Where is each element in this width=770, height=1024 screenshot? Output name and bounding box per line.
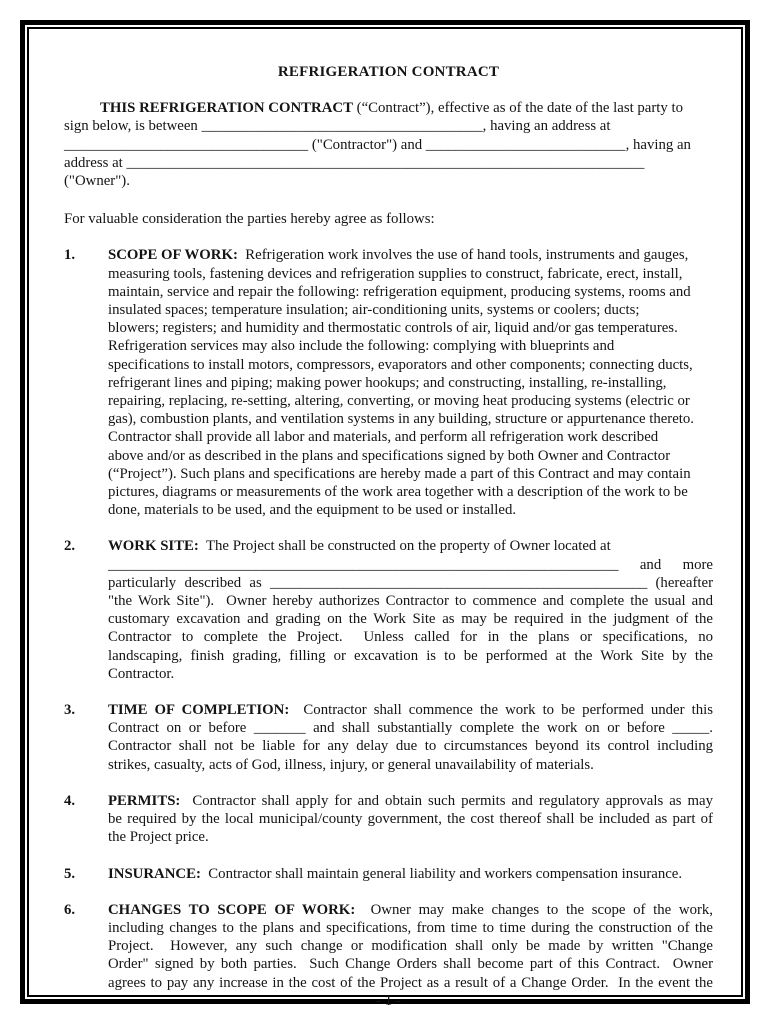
document-title: REFRIGERATION CONTRACT: [277, 64, 500, 80]
intro-lines: [64, 117, 713, 190]
text-line: repairing, replacing, re-setting, altering, converting, or moving heat producing systems (electric or: [108, 393, 690, 410]
text-line: Contractor.: [108, 665, 175, 682]
item-first-line-rest: Refrigeration work involves the use of hand tools, instruments and gauges,: [237, 247, 689, 264]
item-number: 3.: [64, 702, 76, 719]
item-first-line: [108, 792, 713, 810]
item-first-line: [108, 537, 713, 555]
text-line: Project. However, any such change or modification shall only be made by written "Change: [108, 938, 713, 955]
text-line: strikes, casualty, acts of God, illness, injury, or general unavailability of materials.: [108, 756, 594, 773]
item-lines: [108, 919, 713, 992]
text-line: Refrigeration services may also include the following: complying with blueprints and: [108, 338, 615, 355]
item-body: [108, 901, 713, 992]
item-number: 1.: [64, 247, 76, 264]
text-line: gas), combustion plants, and ventilation systems in any building, structure or appurtenance thereto.: [108, 411, 694, 428]
item-heading: SCOPE OF WORK:: [108, 247, 238, 264]
text-line: pictures, diagrams or measurements of the work area together with a description of the work to be: [108, 484, 688, 501]
text-line: _________________________________ ("Contractor") and ___________________________, having an: [64, 136, 691, 153]
intro-first-line: [64, 99, 713, 117]
text-line: including changes to the plans and specifications, from time to time during the construction of the: [108, 919, 713, 936]
item-heading: WORK SITE:: [108, 538, 199, 555]
intro-paragraph: [64, 99, 713, 190]
text-line: _____________________________________________________________________ and more: [108, 556, 713, 573]
text-line: insulated spaces; temperature insulation; air-conditioning units, systems or coolers; ducts;: [108, 302, 640, 319]
text-line: customary excavation and grading on the Work Site as may be required in the judgment of the: [108, 611, 713, 628]
text-line: sign below, is between ______________________________________, having an address at: [64, 118, 611, 135]
contract-item-scope-of-work: [64, 246, 713, 519]
contract-item-changes-to-scope: [64, 901, 713, 992]
page-border-outer: [20, 20, 750, 1009]
item-first-line: [108, 901, 713, 919]
item-heading: TIME OF COMPLETION:: [108, 702, 290, 719]
text-line: Order" signed by both parties. Such Change Orders shall become part of this Contract. Owner: [108, 956, 713, 973]
text-line: refrigerant lines and piping; making power hookups; and constructing, installing, re-installing,: [108, 374, 667, 391]
item-body: [108, 865, 713, 883]
item-number: 4.: [64, 792, 76, 809]
contract-item-permits: [64, 792, 713, 847]
item-lines: [108, 719, 713, 774]
text-line: measuring tools, fastening devices and refrigeration supplies to construct, fabricate, erect, install,: [108, 265, 683, 282]
contract-item-work-site: [64, 537, 713, 683]
item-first-line: [108, 701, 713, 719]
item-body: [108, 792, 713, 847]
item-lines: [108, 810, 713, 846]
page-border-inner: [27, 27, 743, 1009]
item-first-line-rest: Owner may make changes to the scope of the work,: [355, 901, 713, 918]
text-line: landscaping, finish grading, filling or excavation is to be performed at the Work Site by the: [108, 647, 713, 664]
text-line: above and/or as described in the plans and specifications signed by both Owner and Contractor: [108, 447, 671, 464]
item-first-line-rest: Contractor shall apply for and obtain such permits and regulatory approvals as may: [180, 792, 713, 809]
text-line: Contract on or before _______ and shall substantially complete the work on or before _____.: [108, 720, 713, 737]
item-first-line: [108, 246, 713, 264]
item-first-line-rest: Contractor shall commence the work to be performed under this: [289, 702, 713, 719]
contract-item-insurance: [64, 865, 713, 883]
item-lines: [108, 265, 713, 520]
text-line: particularly described as ___________________________________________________ (hereafter: [108, 574, 713, 591]
item-number: 5.: [64, 865, 76, 882]
consideration-paragraph: For valuable consideration the parties hereby agree as follows:: [64, 211, 435, 228]
page-number: - 1 -: [376, 992, 401, 1009]
text-line: Contractor to complete the Project. Unless called for in the plans or specifications, no: [108, 629, 713, 646]
text-line: specifications to install motors, compressors, evaporators and other components; connecting ducts,: [108, 356, 693, 373]
item-lines: [108, 556, 713, 683]
item-heading: CHANGES TO SCOPE OF WORK:: [108, 901, 356, 918]
text-line: "the Work Site"). Owner hereby authorizes Contractor to commence and complete the usual and: [108, 593, 713, 610]
text-line: be required by the local municipal/county government, the cost thereof shall be included as part of: [108, 811, 713, 828]
item-body: [108, 701, 713, 774]
intro-first-line-rest: (“Contract”), effective as of the date of the last party to: [352, 100, 684, 117]
text-line: agrees to pay any increase in the cost of the Project as a result of a Change Order. In the event the: [108, 974, 713, 991]
text-line: Contractor shall provide all labor and materials, and perform all refrigeration work described: [108, 429, 659, 446]
text-line: blowers; registers; and humidity and thermostatic controls of air, liquid and/or gas temperatures.: [108, 320, 678, 337]
item-number: 6.: [64, 901, 76, 918]
text-line: Contractor shall not be liable for any delay due to circumstances beyond its control including: [108, 738, 713, 755]
item-heading: PERMITS:: [108, 792, 181, 809]
item-first-line-rest: Contractor shall maintain general liability and workers compensation insurance.: [200, 865, 683, 882]
item-first-line-rest: The Project shall be constructed on the property of Owner located at: [198, 538, 611, 555]
text-line: (“Project”). Such plans and specifications are hereby made a part of this Contract and may contain: [108, 465, 691, 482]
item-body: [108, 537, 713, 683]
text-line: maintain, service and repair the following: refrigeration equipment, producing systems, rooms and: [108, 283, 691, 300]
text-line: done, materials to be used, and the equipment to be used or installed.: [108, 502, 517, 519]
contract-item-time-of-completion: [64, 701, 713, 774]
item-number: 2.: [64, 538, 76, 555]
item-heading: INSURANCE:: [108, 865, 201, 882]
item-first-line: [108, 865, 713, 883]
text-line: address at ______________________________________________________________________ ("Owner").: [64, 154, 645, 190]
text-line: the Project price.: [108, 829, 209, 846]
item-body: [108, 246, 713, 519]
intro-bold-text: THIS REFRIGERATION CONTRACT: [100, 100, 353, 117]
